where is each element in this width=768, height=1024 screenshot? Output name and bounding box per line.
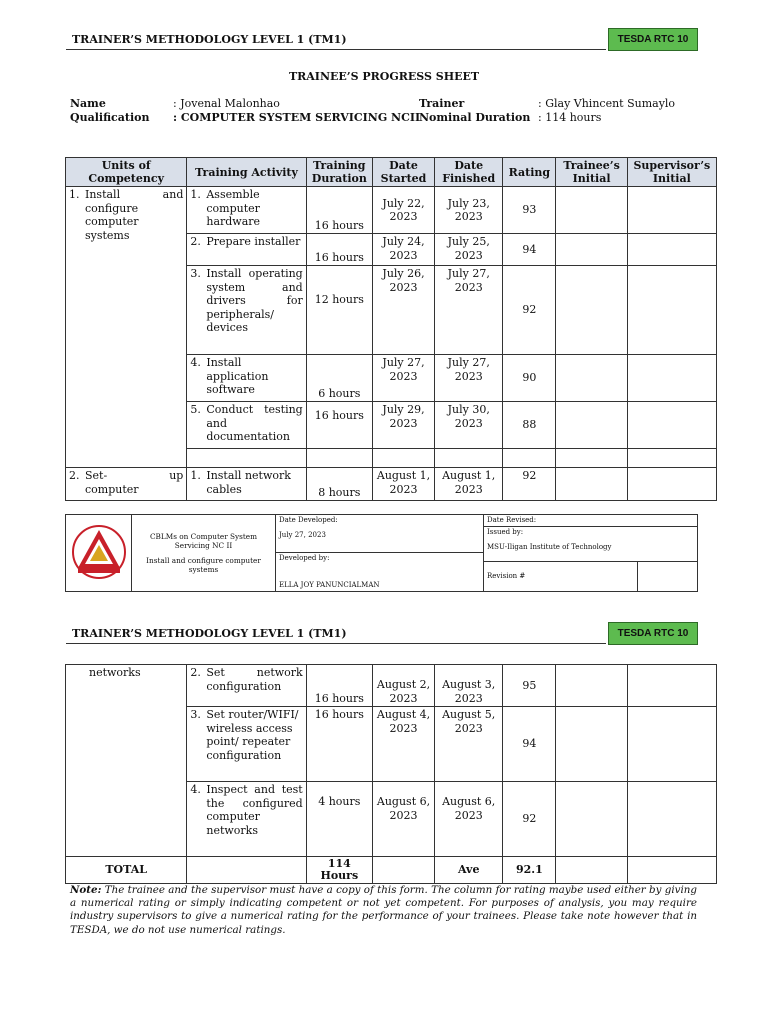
activity-cell: 1. Install network cables <box>187 468 306 501</box>
col-header-trainee-initial: Trainee’s Initial <box>556 158 627 187</box>
empty-cell <box>372 857 434 884</box>
supervisor-initial-cell[interactable] <box>627 707 716 782</box>
rating-cell: 92 <box>503 468 556 501</box>
rating-cell: 94 <box>503 234 556 266</box>
col-header-supervisor-initial: Supervisor’s Initial <box>627 158 716 187</box>
sheet-title: TRAINEE’S PROGRESS SHEET <box>288 70 480 83</box>
started-cell: August 1, 2023 <box>372 468 434 501</box>
table-row <box>66 468 717 501</box>
table-row <box>66 187 717 234</box>
col-header-finished: Date Finished <box>435 158 503 187</box>
duration-cell: 4 hours <box>306 782 372 857</box>
average-label: Ave <box>435 857 503 884</box>
issued-by-label: Issued by: <box>487 528 524 536</box>
document-footer <box>65 514 698 592</box>
unit-cell-2: 2. Set- up computer <box>66 468 187 501</box>
rating-cell: 88 <box>503 402 556 449</box>
started-cell: July 29, 2023 <box>372 402 434 449</box>
module-cell <box>132 515 276 592</box>
rating-cell: 92 <box>503 266 556 355</box>
activity-cell: 2. Set network configuration <box>187 665 306 707</box>
supervisor-initial-cell[interactable] <box>627 187 716 234</box>
duration-cell: 16 hours <box>306 665 372 707</box>
module-subtitle: Install and configure computer systems <box>146 556 261 574</box>
trainee-initial-cell[interactable] <box>556 707 627 782</box>
empty-cell <box>187 857 306 884</box>
empty-cell <box>306 449 372 468</box>
supervisor-initial-cell[interactable] <box>627 266 716 355</box>
name-value: : Jovenal Malonhao <box>173 97 280 110</box>
supervisor-initial-cell[interactable] <box>627 857 716 884</box>
issued-by-cell <box>484 527 698 562</box>
institution-logo-icon <box>70 523 128 581</box>
note-paragraph <box>70 884 697 937</box>
trainee-initial-cell[interactable] <box>556 266 627 355</box>
trainee-initial-cell[interactable] <box>556 355 627 402</box>
empty-cell <box>503 449 556 468</box>
page-header-title: TRAINER’S METHODOLOGY LEVEL 1 (TM1) <box>72 627 347 640</box>
rating-cell: 90 <box>503 355 556 402</box>
progress-table-continued <box>65 664 717 884</box>
finished-cell: July 27, 2023 <box>435 266 503 355</box>
activity-cell: 4. Install application software <box>187 355 306 402</box>
empty-cell <box>372 449 434 468</box>
tesda-badge: TESDA RTC 10 <box>608 28 698 51</box>
date-developed-cell <box>276 515 484 553</box>
empty-cell <box>627 449 716 468</box>
logo-cell <box>66 515 132 592</box>
started-cell: August 6, 2023 <box>372 782 434 857</box>
rating-cell: 94 <box>503 707 556 782</box>
header-rule <box>66 49 606 50</box>
started-cell: July 26, 2023 <box>372 266 434 355</box>
duration-label: Nominal Duration <box>419 111 531 124</box>
module-title: CBLMs on Computer System Servicing NC II <box>149 532 258 550</box>
name-label: Name <box>70 97 106 110</box>
finished-cell: July 23, 2023 <box>435 187 503 234</box>
trainer-label: Trainer <box>419 97 465 110</box>
finished-cell: August 6, 2023 <box>435 782 503 857</box>
revision-cell: Revision # <box>484 561 638 591</box>
date-revised-cell: Date Revised: <box>484 515 698 527</box>
duration-cell: 16 hours <box>306 234 372 266</box>
revision-value-cell <box>638 561 698 591</box>
activity-cell: 3. Install operating system and drivers for peripherals/ devices <box>187 266 306 355</box>
supervisor-initial-cell[interactable] <box>627 355 716 402</box>
unit-1-rest: configure computer systems <box>85 201 139 242</box>
total-hours: 114 Hours <box>306 857 372 884</box>
duration-value: : 114 hours <box>538 111 602 124</box>
supervisor-initial-cell[interactable] <box>627 234 716 266</box>
date-developed-label: Date Developed: <box>279 516 338 524</box>
started-cell: August 4, 2023 <box>372 707 434 782</box>
developed-by-cell <box>276 553 484 592</box>
empty-cell <box>187 449 306 468</box>
table-row <box>66 665 717 707</box>
trainee-initial-cell[interactable] <box>556 468 627 501</box>
note-text: The trainee and the supervisor must have a copy of this form. The column for rating maybe used either by giving a numerical rating or simply indicating competent or not yet competent. For purposes of analysis, you may require industry supervisors to give a numerical rating for the performance of your trainees. Please take note however that in TESDA, we do not use numerical ratings. <box>70 884 697 936</box>
page-header-title: TRAINER’S METHODOLOGY LEVEL 1 (TM1) <box>72 33 347 46</box>
supervisor-initial-cell[interactable] <box>627 665 716 707</box>
col-header-rating: Rating <box>503 158 556 187</box>
supervisor-initial-cell[interactable] <box>627 468 716 501</box>
finished-cell: August 1, 2023 <box>435 468 503 501</box>
activity-cell: 2. Prepare installer <box>187 234 306 266</box>
date-developed-value: July 27, 2023 <box>279 531 326 539</box>
duration-cell: 16 hours <box>306 187 372 234</box>
duration-cell: 6 hours <box>306 355 372 402</box>
duration-cell: 12 hours <box>306 266 372 355</box>
issued-by-value: MSU-Iligan Institute of Technology <box>487 543 612 551</box>
trainer-value: : Glay Vhincent Sumaylo <box>538 97 676 110</box>
col-header-started: Date Started <box>372 158 434 187</box>
activity-cell: 3. Set router/WIFI/ wireless access point/ repeater configuration <box>187 707 306 782</box>
trainee-initial-cell[interactable] <box>556 402 627 449</box>
unit-1-line1: Install and <box>85 188 184 201</box>
started-cell: August 2, 2023 <box>372 665 434 707</box>
trainee-initial-cell[interactable] <box>556 187 627 234</box>
qualification-value: : COMPUTER SYSTEM SERVICING NCII <box>173 111 421 124</box>
trainee-initial-cell[interactable] <box>556 665 627 707</box>
note-label: Note: <box>70 884 102 896</box>
qualification-label: Qualification <box>70 111 150 124</box>
started-cell: July 24, 2023 <box>372 234 434 266</box>
developed-by-value: ELLA JOY PANUNCIALMAN <box>279 581 380 589</box>
rating-cell: 95 <box>503 665 556 707</box>
activity-cell: 4. Inspect and test the configured computer networks <box>187 782 306 857</box>
rating-cell: 92 <box>503 782 556 857</box>
activity-cell: 1. Assemble computer hardware <box>187 187 306 234</box>
supervisor-initial-cell[interactable] <box>627 782 716 857</box>
finished-cell: August 5, 2023 <box>435 707 503 782</box>
total-label: TOTAL <box>66 857 187 884</box>
progress-table <box>65 157 717 501</box>
duration-cell: 16 hours <box>306 707 372 782</box>
total-row <box>66 857 717 884</box>
duration-cell: 16 hours <box>306 402 372 449</box>
finished-cell: July 30, 2023 <box>435 402 503 449</box>
finished-cell: July 25, 2023 <box>435 234 503 266</box>
trainee-initial-cell[interactable] <box>556 234 627 266</box>
col-header-units: Units of Competency <box>66 158 187 187</box>
col-header-duration: Training Duration <box>306 158 372 187</box>
developed-by-label: Developed by: <box>279 554 330 562</box>
started-cell: July 27, 2023 <box>372 355 434 402</box>
unit-cell-2-continued: networks <box>66 665 187 857</box>
table-header-row <box>66 158 717 187</box>
started-cell: July 22, 2023 <box>372 187 434 234</box>
activity-cell: 5. Conduct testing and documentation <box>187 402 306 449</box>
trainee-initial-cell[interactable] <box>556 782 627 857</box>
duration-cell: 8 hours <box>306 468 372 501</box>
supervisor-initial-cell[interactable] <box>627 402 716 449</box>
finished-cell: August 3, 2023 <box>435 665 503 707</box>
empty-cell <box>556 449 627 468</box>
rating-cell: 93 <box>503 187 556 234</box>
average-value: 92.1 <box>503 857 556 884</box>
header-rule <box>66 643 606 644</box>
unit-cell-1: 1. Install and configure computer systems <box>66 187 187 468</box>
finished-cell: July 27, 2023 <box>435 355 503 402</box>
col-header-activity: Training Activity <box>187 158 306 187</box>
trainee-initial-cell[interactable] <box>556 857 627 884</box>
empty-cell <box>435 449 503 468</box>
tesda-badge: TESDA RTC 10 <box>608 622 698 645</box>
